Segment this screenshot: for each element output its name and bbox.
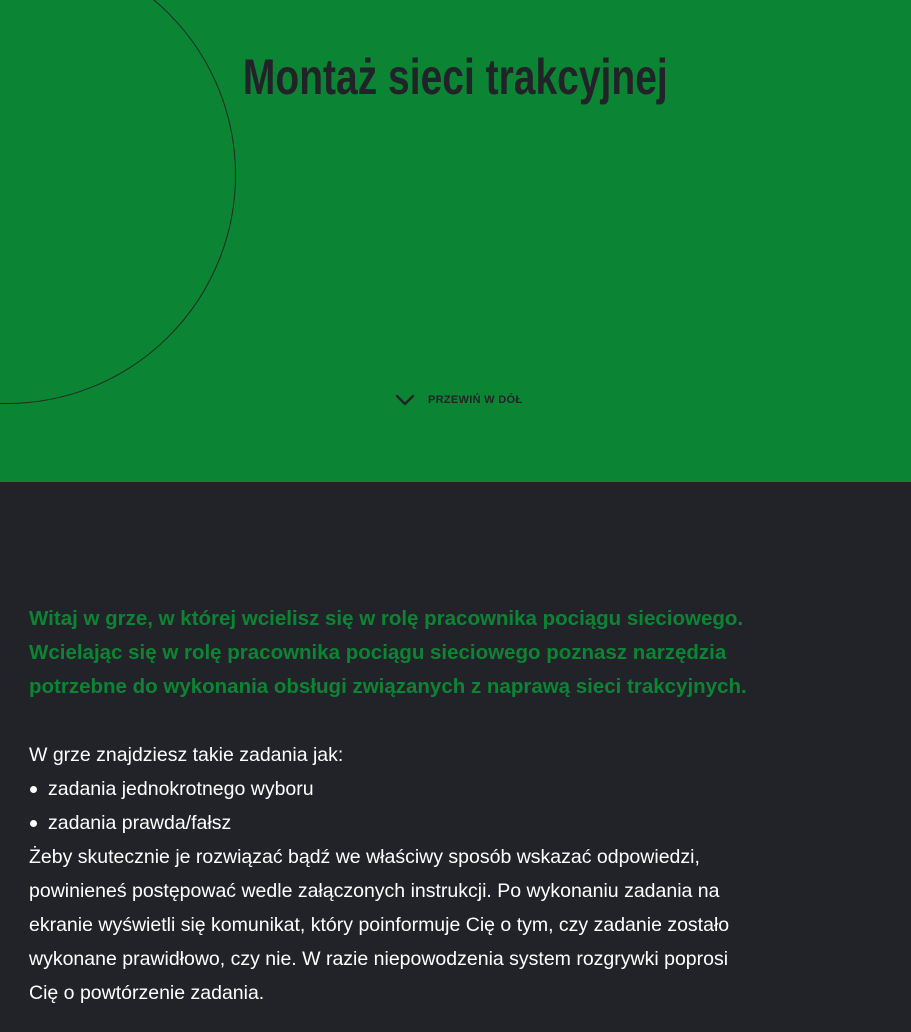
instructions-line: Żeby skutecznie je rozwiązać bądź we właściwy sposób wskazać odpowiedzi, bbox=[29, 846, 700, 868]
task-type-label: zadania jednokrotnego wyboru bbox=[48, 778, 314, 800]
intro-lead bbox=[29, 602, 829, 704]
instructions-line: powinieneś postępować wedle załączonych instrukcji. Po wykonaniu zadania na bbox=[29, 880, 720, 902]
task-types-list bbox=[29, 772, 829, 840]
instructions-line: ekranie wyświetli się komunikat, który poinformuje Cię o tym, czy zadanie zostało bbox=[29, 914, 730, 936]
page-title-text: Montaż sieci trakcyjnej bbox=[243, 49, 668, 105]
instructions-line: Cię o powtórzenie zadania. bbox=[29, 982, 265, 1004]
lead-line: Wcielając się w rolę pracownika pociągu sieciowego poznasz narzędzia bbox=[29, 641, 727, 664]
lead-line: potrzebne do wykonania obsługi związanych z naprawą sieci trakcyjnych. bbox=[29, 675, 747, 698]
lead-line: Witaj w grze, w której wcielisz się w rolę pracownika pociągu sieciowego. bbox=[29, 607, 744, 630]
tasks-intro: W grze znajdziesz takie zadania jak: bbox=[29, 744, 344, 766]
instructions-line: wykonane prawidłowo, czy nie. W razie niepowodzenia system rozgrywki poprosi bbox=[29, 948, 729, 970]
game-description bbox=[29, 602, 829, 1010]
hero-section bbox=[0, 0, 911, 482]
chevron-down-icon bbox=[394, 393, 416, 407]
task-type-label: zadania prawda/fałsz bbox=[48, 812, 232, 834]
list-item bbox=[29, 806, 829, 840]
instructions-paragraph bbox=[29, 840, 829, 1010]
bullet-icon bbox=[30, 820, 37, 827]
scroll-down-label: PRZEWIŃ W DÓŁ bbox=[428, 394, 523, 406]
scroll-down-button[interactable] bbox=[394, 389, 522, 411]
bullet-icon bbox=[30, 786, 37, 793]
page-title bbox=[0, 46, 911, 108]
list-item bbox=[29, 772, 829, 806]
